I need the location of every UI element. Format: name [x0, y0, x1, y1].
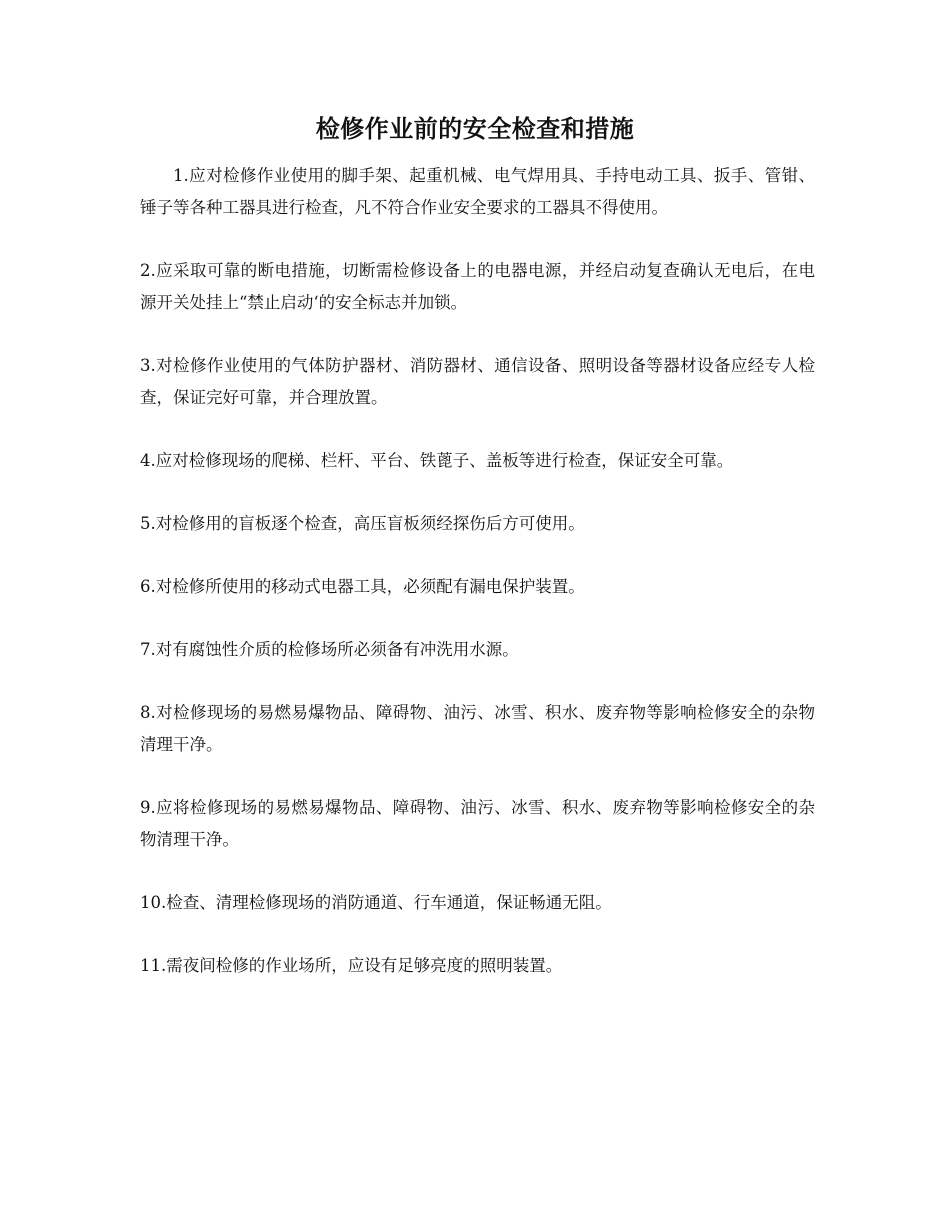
document-title: 检修作业前的安全检查和措施 — [315, 115, 635, 143]
paragraph-11: 11.需夜间检修的作业场所，应设有足够亮度的照明装置。 — [140, 956, 563, 975]
paragraph-6: 6.对检修所使用的移动式电器工具，必须配有漏电保护装置。 — [140, 577, 585, 596]
paragraph-1: 1.应对检修作业使用的脚手架、起重机械、电气焊用具、手持电动工具、扳手、管钳、锤子等各种工器具进行检查，凡不符合作业安全要求的工器具不得使用。 — [140, 166, 815, 217]
paragraph-2: 2.应采取可靠的断电措施，切断需检修设备上的电器电源，并经启动复查确认无电后，在电源开关处挂上“禁止启动‘的安全标志并加锁。 — [140, 261, 815, 312]
paragraph-4: 4.应对检修现场的爬梯、栏杆、平台、铁蓖子、盖板等进行检查，保证安全可靠。 — [140, 451, 734, 470]
paragraph-3: 3.对检修作业使用的气体防护器材、消防器材、通信设备、照明设备等器材设备应经专人检查，保证完好可靠，并合理放置。 — [140, 356, 815, 407]
paragraph-8: 8.对检修现场的易燃易爆物品、障碍物、油污、冰雪、积水、废弃物等影响检修安全的杂物清理干净。 — [140, 703, 815, 754]
paragraph-7: 7.对有腐蚀性介质的检修场所必须备有冲洗用水源。 — [140, 640, 519, 659]
paragraph-9: 9.应将检修现场的易燃易爆物品、障碍物、油污、冰雪、积水、废弃物等影响检修安全的杂物清理干净。 — [140, 798, 815, 849]
paragraph-10: 10.检查、清理检修现场的消防通道、行车通道，保证畅通无阻。 — [140, 893, 612, 912]
paragraph-5: 5.对检修用的盲板逐个检查，高压盲板须经探伤后方可使用。 — [140, 514, 585, 533]
document-body — [140, 160, 815, 1013]
